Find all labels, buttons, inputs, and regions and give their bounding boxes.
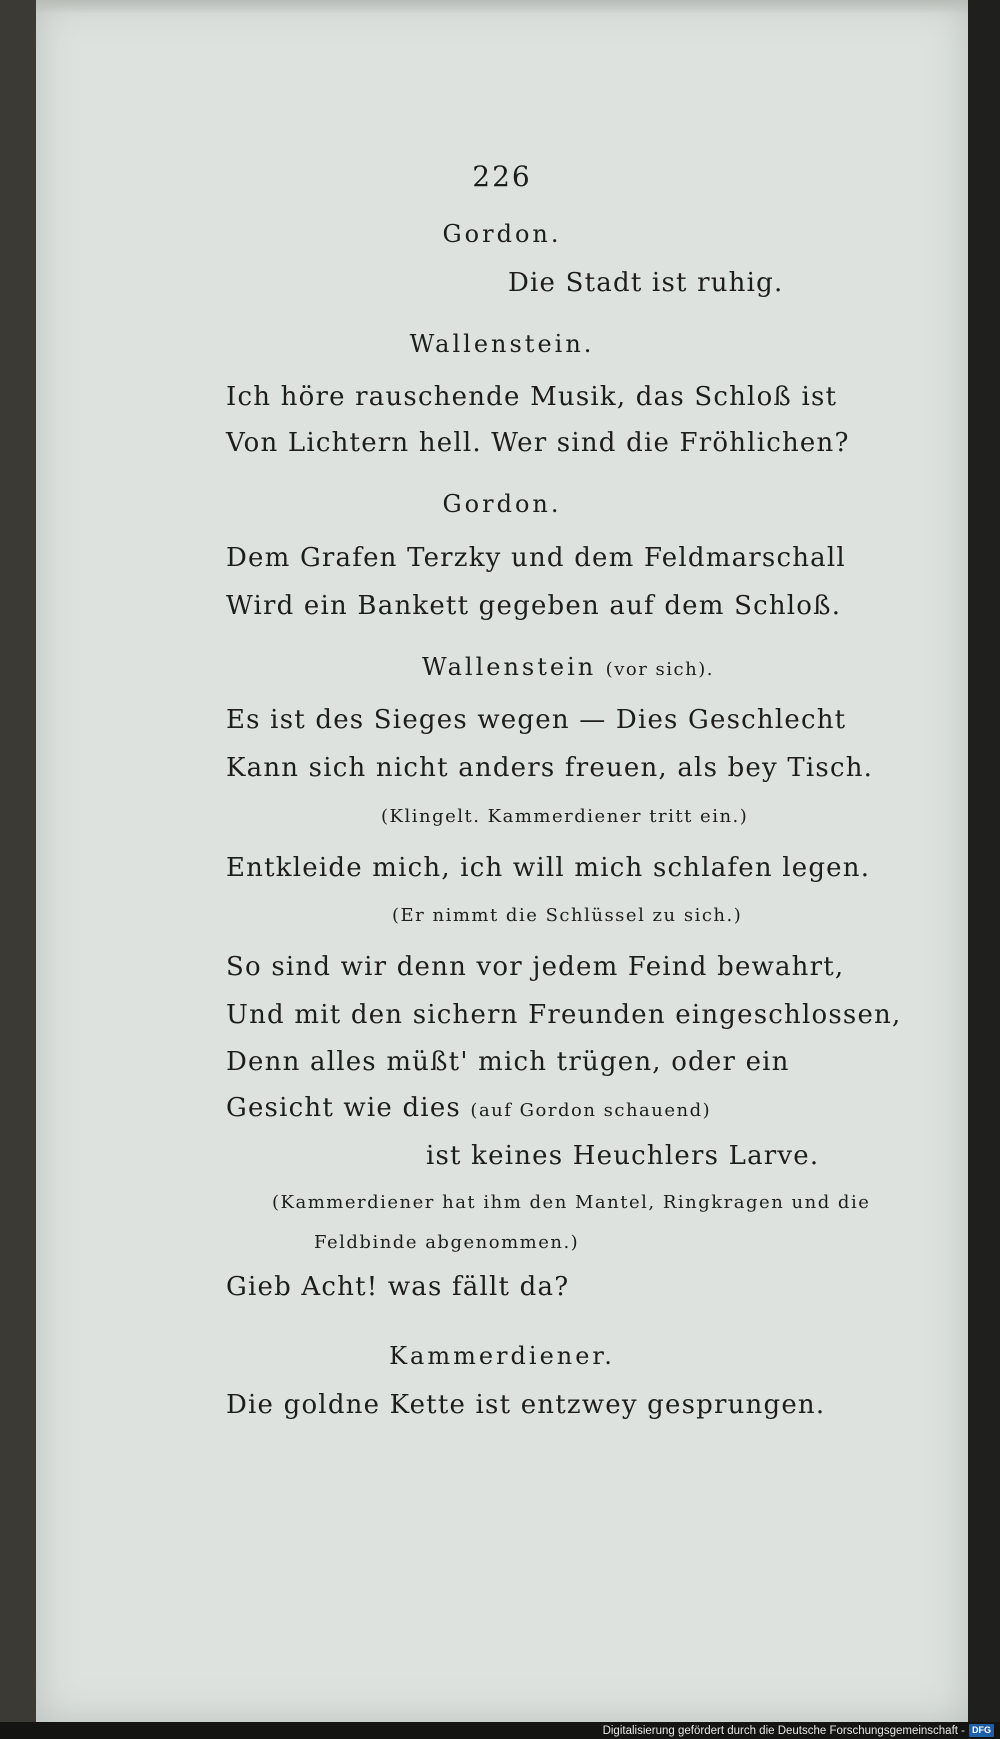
speaker-gordon: Gordon. — [442, 490, 562, 518]
dfg-logo: DFG — [969, 1724, 994, 1737]
stage-direction: (auf Gordon schauend) — [470, 1100, 712, 1121]
verse-text: Gesicht wie dies — [226, 1093, 461, 1123]
verse-line: ist keines Heuchlers Larve. — [426, 1141, 820, 1171]
verse-line: Gieb Acht! was fällt da? — [226, 1272, 570, 1302]
verse-line: Die Stadt ist ruhig. — [508, 268, 784, 298]
verse-line: Es ist des Sieges wegen — Dies Geschlecht — [226, 705, 847, 735]
stage-direction: Feldbinde abgenommen.) — [314, 1232, 580, 1253]
verse-line: Wird ein Bankett gegeben auf dem Schloß. — [226, 591, 842, 621]
scan-right-edge — [968, 0, 1000, 1722]
stage-direction: (Er nimmt die Schlüssel zu sich.) — [392, 905, 743, 926]
verse-line: So sind wir denn vor jedem Feind bewahrt, — [226, 952, 845, 982]
verse-line: Von Lichtern hell. Wer sind die Fröhlichen? — [226, 428, 850, 458]
verse-line: Und mit den sichern Freunden eingeschlossen, — [226, 1000, 902, 1030]
speaker-kammerdiener: Kammerdiener. — [389, 1342, 615, 1370]
stage-direction: (Klingelt. Kammerdiener tritt ein.) — [381, 806, 749, 827]
page-top-shadow — [36, 0, 968, 14]
speaker-wallenstein: Wallenstein. — [409, 330, 595, 358]
verse-line: Die goldne Kette ist entzwey gesprungen. — [226, 1390, 826, 1420]
verse-line — [226, 1093, 711, 1123]
speaker-gordon: Gordon. — [442, 220, 562, 248]
digitization-footer — [0, 1722, 1000, 1739]
scan-left-edge — [0, 0, 36, 1722]
stage-direction: (Kammerdiener hat ihm den Mantel, Ringkragen und die — [272, 1192, 871, 1213]
verse-line: Denn alles müßt' mich trügen, oder ein — [226, 1047, 790, 1077]
verse-line: Dem Grafen Terzky und dem Feldmarschall — [226, 543, 846, 573]
verse-line: Ich höre rauschende Musik, das Schloß ist — [226, 382, 838, 412]
verse-line: Entkleide mich, ich will mich schlafen legen. — [226, 853, 871, 883]
verse-line: Kann sich nicht anders freuen, als bey Tisch. — [226, 753, 874, 783]
speaker-wallenstein: Wallenstein — [422, 653, 597, 681]
footer-credit: Digitalisierung gefördert durch die Deutsche Forschungsgemeinschaft - — [602, 1724, 965, 1737]
page-number: 226 — [472, 160, 532, 193]
speaker-line — [422, 652, 714, 682]
stage-direction: (vor sich). — [605, 659, 714, 680]
